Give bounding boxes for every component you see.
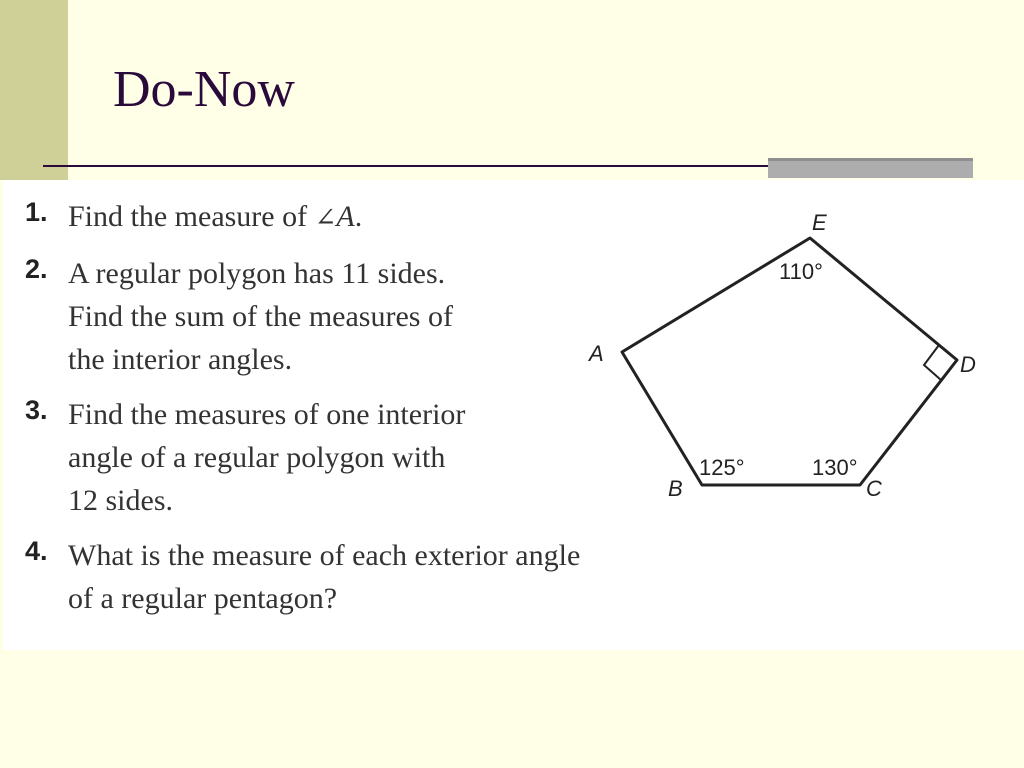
vertex-label-a: A	[589, 341, 604, 366]
question-number: 4.	[25, 536, 48, 566]
angle-symbol: ∠	[314, 203, 337, 233]
angle-name: A	[336, 200, 355, 233]
vertex-label-b: B	[668, 476, 683, 501]
angle-label-e: 110°	[779, 259, 823, 284]
question-line: Find the measures of one interior	[68, 398, 466, 431]
question-line: A regular polygon has 11 sides.	[68, 257, 446, 290]
angle-label-c: 130°	[812, 455, 858, 480]
question-number: 2.	[25, 254, 48, 284]
question-line: of a regular pentagon?	[68, 582, 338, 615]
vertex-label-c: C	[866, 476, 882, 501]
question-text: Find the measure of	[68, 200, 315, 233]
right-angle-marker	[924, 345, 941, 380]
question-line: What is the measure of each exterior angle	[68, 539, 581, 572]
slide-title: Do-Now	[113, 61, 295, 118]
question-end: .	[354, 200, 363, 233]
question-number: 1.	[25, 197, 48, 227]
question-line: Find the sum of the measures of	[68, 300, 453, 333]
question-line: angle of a regular polygon with	[68, 441, 446, 474]
question-line: the interior angles.	[68, 343, 293, 376]
question-number: 3.	[25, 395, 48, 425]
vertex-label-d: D	[960, 352, 976, 377]
vertex-label-e: E	[812, 210, 827, 235]
angle-label-b: 125°	[699, 455, 745, 480]
question-line: 12 sides.	[68, 484, 173, 517]
